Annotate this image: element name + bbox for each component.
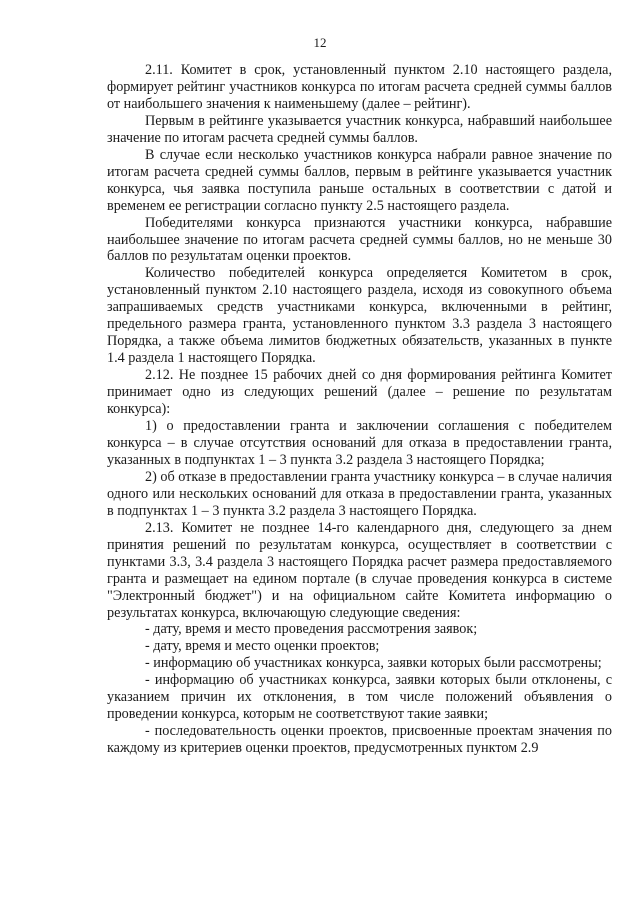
paragraph-winners: Победителями конкурса признаются участники конкурса, набравшие наибольшее значение по итогам расчета средней суммы баллов, но не меньше 30 баллов по результатам оценки проектов. [107,214,612,265]
paragraph-2-13: 2.13. Комитет не позднее 14-го календарного дня, следующего за днем принятия решений по результатам конкурса, осуществляет в соответствии с пунктами 3.3, 3.4 раздела 3 настоящего Порядка расчет размера предоставляемого гранта и размещает на едином портале (в случае проведения конкурса в системе "Электронный бюджет") и на официальном сайте Комитета информацию о результатах конкурса, включающую следующие сведения: [107,519,612,621]
list-item-evaluation-date: - дату, время и место оценки проектов; [145,638,380,655]
paragraph-2-12: 2.12. Не позднее 15 рабочих дней со дня формирования рейтинга Комитет принимает одно из следующих решений (далее – решение по результатам конкурса): [107,367,612,418]
paragraph-2-11: 2.11. Комитет в срок, установленный пунктом 2.10 настоящего раздела, формирует рейтинг участников конкурса по итогам расчета средней суммы баллов от наибольшего значения к наименьшему (далее – рейтинг). [107,62,612,112]
list-item-rejected-participants: - информацию об участниках конкурса, заявки которых были отклонены, с указанием причин их отклонения, в том числе положений объявления о проведении конкурса, которым не соответствуют такие заявки; [107,672,612,723]
list-item-review-date: - дату, время и место проведения рассмотрения заявок; [145,621,478,638]
paragraph-winner-count: Количество победителей конкурса определяется Комитетом в срок, установленный пунктом 2.10 настоящего раздела, исходя из совокупного объема запрашиваемых средств участниками конкурса, включенными в рейтинг, предельного размера гранта, установленного пунктом 3.3 раздела 3 настоящего Порядка, а также объема лимитов бюджетных обязательств, указанных в пункте 1.4 раздела 1 настоящего Порядка. [107,265,612,367]
list-item-reviewed-participants: - информацию об участниках конкурса, заявки которых были рассмотрены; [145,655,602,672]
paragraph-equal-scores: В случае если несколько участников конкурса набрали равное значение по итогам расчета средней суммы баллов, первым в рейтинге указывается участник конкурса, чья заявка поступила раньше остальных в соответствии с датой и временем ее регистрации согласно пункту 2.5 настоящего раздела. [107,146,612,214]
list-item-evaluation-sequence: - последовательность оценки проектов, присвоенные проектам значения по каждому из критериев оценки проектов, предусмотренных пунктом 2.9 [107,723,612,757]
paragraph-decision-1: 1) о предоставлении гранта и заключении соглашения с победителем конкурса – в случае отсутствия оснований для отказа в предоставлении гранта, указанных в подпунктах 1 – 3 пункта 3.2 раздела 3 настоящего Порядка; [107,418,612,468]
paragraph-first-in-rating: Первым в рейтинге указывается участник конкурса, набравший наибольшее значение по итогам расчета средней суммы баллов. [107,112,612,146]
paragraph-decision-2: 2) об отказе в предоставлении гранта участнику конкурса – в случае наличия одного или нескольких оснований для отказа в предоставлении гранта, указанных в подпунктах 1 – 3 пункта 3.2 раздела 3 настоящего Порядка. [107,468,612,519]
page-number: 12 [313,35,327,50]
document-body [107,62,612,757]
